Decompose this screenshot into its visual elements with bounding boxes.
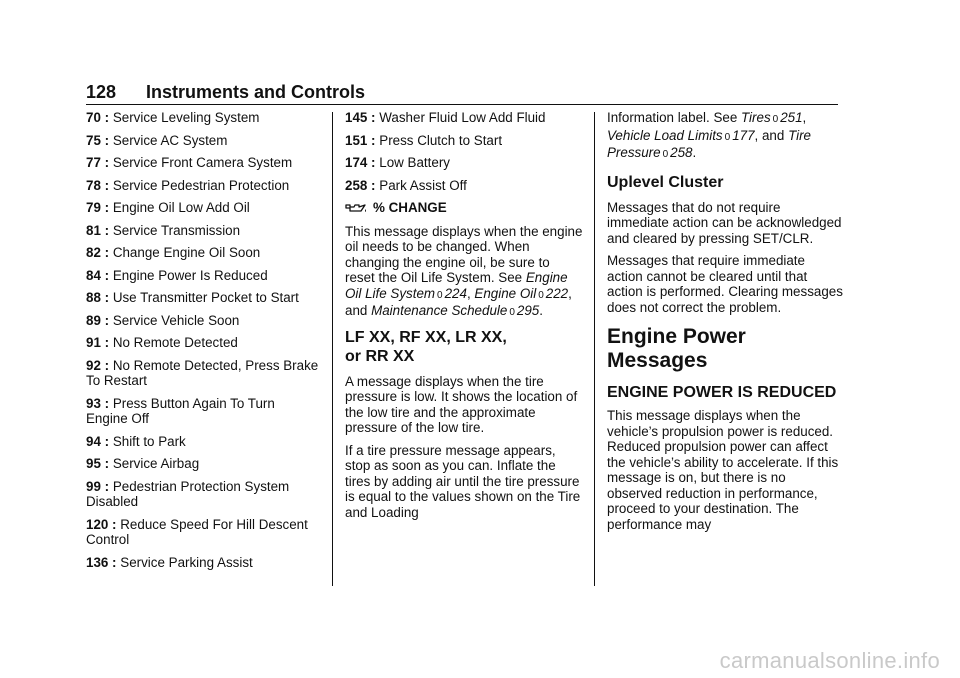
message-code: 89 : (86, 312, 110, 328)
engine-power-section-heading: Engine Power Messages (607, 325, 746, 372)
message-code: 88 : (86, 290, 110, 305)
ref-arrow-icon: 0 (538, 289, 544, 301)
message-entry (86, 110, 320, 126)
oil-change-heading (345, 200, 583, 216)
message-text: Service AC System (112, 132, 228, 148)
ref-arrow-icon: 0 (437, 289, 443, 301)
tire-para-2: If a tire pressure message appears, stop as soon as you can. Inflate the tires by adding air until the tire pressure is equal to the values shown on the Tire and Loading (345, 442, 581, 520)
conjunction: , and (754, 127, 785, 143)
tire-heading (345, 328, 583, 366)
page-number: 128 (86, 82, 117, 102)
message-code: 82 : (86, 245, 110, 260)
period: . (692, 145, 697, 160)
ref-arrow-icon: 0 (724, 131, 731, 143)
message-text: Low Battery (379, 155, 450, 170)
link-engine-oil[interactable]: Engine Oil (474, 285, 537, 301)
oil-change-body: This message displays when the engine oil needs to be changed. When changing the engine oil, be sure to reset the Oil Life System. See (345, 223, 583, 285)
message-entry (86, 456, 320, 472)
message-code: 120 : (86, 516, 117, 532)
page-header (86, 82, 838, 106)
message-code: 78 : (86, 177, 110, 193)
link-maintenance-schedule[interactable]: Maintenance Schedule (371, 303, 508, 318)
message-entry (86, 555, 320, 571)
message-text: Shift to Park (112, 433, 186, 449)
message-code: 151 : (345, 132, 376, 148)
message-entry (86, 178, 320, 194)
message-text: Park Assist Off (379, 177, 467, 193)
ref-arrow-icon: 0 (509, 307, 515, 318)
message-text: Service Pedestrian Protection (112, 177, 290, 193)
message-text: Service Vehicle Soon (112, 312, 240, 328)
separator: , (802, 110, 807, 125)
message-entry (86, 358, 320, 389)
tire-para-1: A message displays when the tire pressure is low. It shows the location of the low tire and the approximate pressure of the low tire. (345, 373, 578, 435)
message-code: 70 : (86, 110, 110, 125)
message-code: 99 : (86, 478, 110, 494)
oil-change-label: % CHANGE (373, 200, 447, 215)
message-entry (86, 434, 320, 450)
message-code: 136 : (86, 554, 117, 570)
message-code: 93 : (86, 395, 110, 411)
message-text: Service Front Camera System (112, 155, 293, 170)
tire-heading-line2: or RR XX (345, 347, 415, 365)
separator: , (466, 285, 471, 301)
uplevel-para-2: Messages that require immediate action cannot be cleared until that action is performed. Clearing messages does not correct the problem. (607, 253, 843, 315)
oil-change-text (345, 224, 583, 321)
message-text: Use Transmitter Pocket to Start (112, 290, 299, 305)
message-entry (345, 133, 583, 149)
message-code: 92 : (86, 357, 110, 373)
watermark: carmanualsonline.info (719, 648, 940, 673)
tire-continued (607, 110, 843, 163)
message-entry (86, 223, 320, 239)
message-code: 94 : (86, 433, 110, 449)
link-vehicle-load-limits[interactable]: Vehicle Load Limits (607, 127, 723, 143)
uplevel-para-1: Messages that do not require immediate action can be acknowledged and cleared by pressing SET/CLR. (607, 199, 842, 246)
page-ref-258[interactable]: 258 (670, 145, 693, 160)
column-3 (607, 110, 843, 539)
message-entry (86, 290, 320, 306)
message-code: 84 : (86, 267, 110, 283)
message-text: Reduce Speed For Hill Descent Control (86, 516, 308, 547)
message-text: Engine Power Is Reduced (112, 267, 268, 283)
message-code: 258 : (345, 177, 376, 193)
message-code: 174 : (345, 155, 376, 170)
message-entry (86, 396, 320, 427)
message-entry (86, 313, 320, 329)
period: . (539, 303, 543, 318)
message-entry (345, 110, 583, 126)
ref-arrow-icon: 0 (662, 149, 669, 160)
page-ref-251[interactable]: 251 (780, 110, 803, 125)
message-entry (86, 479, 320, 510)
message-entry (86, 268, 320, 284)
page-title: Instruments and Controls (146, 82, 366, 102)
conjunction: , and (345, 285, 572, 318)
message-text: Service Parking Assist (120, 554, 253, 570)
message-text: Change Engine Oil Soon (112, 245, 261, 260)
message-code: 77 : (86, 155, 110, 170)
uplevel-heading: Uplevel Cluster (607, 173, 724, 191)
column-divider-1 (332, 112, 333, 586)
message-entry (86, 335, 320, 351)
header-rule (86, 104, 838, 105)
page-ref-177[interactable]: 177 (732, 127, 755, 143)
message-text: No Remote Detected, Press Brake To Restart (86, 357, 319, 388)
message-code: 95 : (86, 456, 110, 471)
message-entry (86, 245, 320, 261)
page-ref-222[interactable]: 222 (545, 285, 569, 301)
message-text: Press Button Again To Turn Engine Off (86, 395, 275, 426)
tire-heading-line1: LF XX, RF XX, LR XX, (345, 328, 507, 346)
message-code: 75 : (86, 132, 110, 148)
message-text: Washer Fluid Low Add Fluid (379, 110, 546, 125)
engine-power-para-1: This message displays when the vehicle’s propulsion power is reduced. Reduced propulsion power can affect the vehicle’s ability to accelerate. If this message is on, but there is no observed reduction in performance, proceed to your destination. The performance may (607, 408, 839, 532)
engine-power-heading: ENGINE POWER IS REDUCED (607, 384, 837, 401)
oil-can-icon (345, 202, 367, 214)
message-entry (86, 155, 320, 171)
message-list-2 (345, 110, 583, 193)
message-text: Engine Oil Low Add Oil (112, 200, 250, 215)
message-text: Pedestrian Protection System Disabled (86, 478, 290, 509)
message-list-1 (86, 110, 320, 570)
column-2 (345, 110, 583, 527)
message-entry (86, 200, 320, 216)
link-tires[interactable]: Tires (741, 110, 771, 125)
message-code: 145 : (345, 110, 376, 125)
message-text: Service Leveling System (112, 110, 260, 125)
page-ref-224[interactable]: 224 (444, 285, 467, 301)
message-entry (345, 178, 583, 194)
message-code: 81 : (86, 222, 110, 238)
page-ref-295[interactable]: 295 (516, 303, 540, 318)
link-tire-pressure[interactable]: Tire Pressure (607, 127, 812, 160)
message-entry (86, 517, 320, 548)
message-text: No Remote Detected (112, 335, 238, 350)
column-divider-2 (594, 112, 595, 586)
column-1 (86, 110, 320, 577)
link-engine-oil-life[interactable]: Engine Oil Life System (345, 270, 568, 301)
ref-arrow-icon: 0 (772, 114, 779, 125)
message-code: 91 : (86, 335, 110, 350)
message-text: Service Airbag (112, 456, 200, 471)
message-entry (86, 133, 320, 149)
message-text: Service Transmission (112, 222, 241, 238)
tire-continued-text: Information label. See (607, 110, 738, 125)
message-code: 79 : (86, 200, 110, 215)
message-entry (345, 155, 583, 171)
message-text: Press Clutch to Start (379, 132, 503, 148)
